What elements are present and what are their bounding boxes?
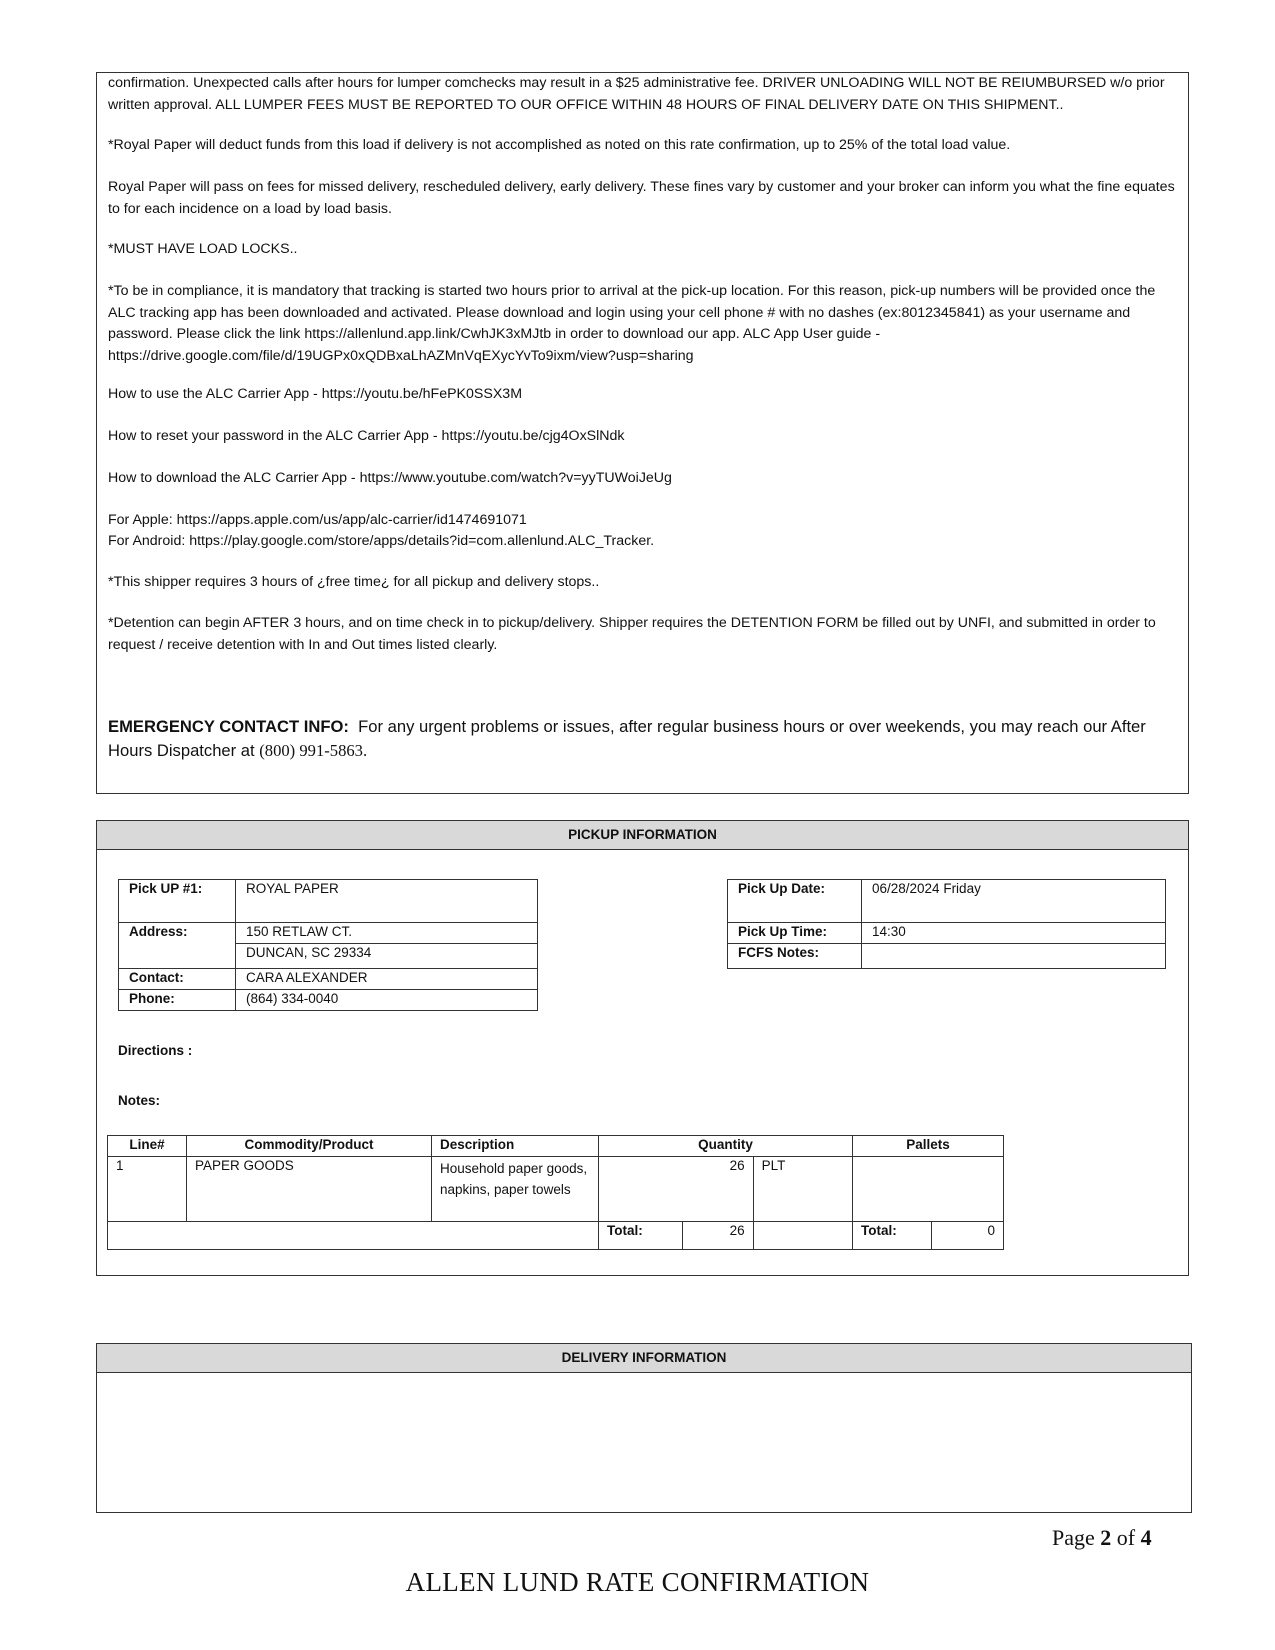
col-commodity: Commodity/Product [187,1136,432,1157]
pickup-date-value: 06/28/2024 Friday [862,880,1166,923]
contact-label: Contact: [119,969,236,990]
phone-value: (864) 334-0040 [236,990,538,1011]
delivery-section [96,1343,1192,1513]
col-quantity: Quantity [599,1136,853,1157]
page-total: 4 [1140,1525,1152,1550]
pallets-total-value: 0 [932,1222,1004,1250]
terms-fees-paragraph: Royal Paper will pass on fees for missed delivery, rescheduled delivery, early delivery. These fines vary by customer and your broker can inform you what the fine equates to for each incidence on a load by load basis. [108,179,1175,217]
delivery-header: DELIVERY INFORMATION [97,1344,1191,1373]
terms-load-locks: *MUST HAVE LOAD LOCKS.. [108,241,298,257]
app-reset-password-link[interactable]: How to reset your password in the ALC Carrier App - https://youtu.be/cjg4OxSlNdk [108,428,625,444]
pickup-location-table [118,879,538,1011]
pickup-number-label: Pick UP #1: [119,880,236,923]
row-description: Household paper goods, napkins, paper towels [432,1157,599,1222]
fcfs-notes-label: FCFS Notes: [728,944,862,969]
quantity-total-label: Total: [599,1222,683,1250]
terms-free-time: *This shipper requires 3 hours of ¿free time¿ for all pickup and delivery stops.. [108,574,600,590]
notes-label: Notes: [118,1093,161,1108]
emergency-phone: (800) 991-5863. [259,741,368,760]
terms-deduction-paragraph: *Royal Paper will deduct funds from this load if delivery is not accomplished as noted on this rate confirmation, up to 25% of the total load value. [108,137,1011,153]
col-line: Line# [108,1136,187,1157]
phone-label: Phone: [119,990,236,1011]
apple-app-link[interactable]: For Apple: https://apps.apple.com/us/app/alc-carrier/id1474691071 [108,512,527,528]
col-description: Description [432,1136,599,1157]
pickup-time-label: Pick Up Time: [728,923,862,944]
emergency-contact [108,715,1178,763]
col-pallets: Pallets [853,1136,1004,1157]
page-of: of [1111,1525,1141,1550]
page-current: 2 [1100,1525,1112,1550]
terms-tracking-paragraph: *To be in compliance, it is mandatory that tracking is started two hours prior to arrival at the pick-up location. For this reason, pick-up numbers will be provided once the ALC tracking app has been downloaded and activated. Please download and login using your cell phone # with no dashes (ex:8012345841) as your username and password. Please click the link https://allenlund.app.link/CwhJK3xMJtb in order to download our app. ALC App User guide - https://drive.google.com/file/d/19UGPx0xQDBxaLhAZMnVqEXycYvTo9ixm/view?usp=sharing [108,283,1156,364]
address-line2: DUNCAN, SC 29334 [236,944,538,969]
terms-section [96,72,1189,794]
pickup-header: PICKUP INFORMATION [97,821,1188,850]
contact-name: CARA ALEXANDER [236,969,538,990]
row-commodity: PAPER GOODS [187,1157,432,1222]
emergency-contact-label: EMERGENCY CONTACT INFO: [108,717,349,736]
pickup-date-label: Pick Up Date: [728,880,862,923]
table-row [108,1157,1004,1222]
pickup-schedule-table [727,879,1166,969]
address-label: Address: [119,923,236,944]
pallets-total-label: Total: [853,1222,932,1250]
document-title: ALLEN LUND RATE CONFIRMATION [405,1567,870,1597]
row-pallets [853,1157,1004,1222]
app-usage-link[interactable]: How to use the ALC Carrier App - https://youtu.be/hFePK0SSX3M [108,386,523,402]
pickup-name: ROYAL PAPER [236,880,538,923]
address-line1: 150 RETLAW CT. [236,923,538,944]
android-app-link[interactable]: For Android: https://play.google.com/store/apps/details?id=com.allenlund.ALC_Tracker. [108,533,655,549]
directions-label: Directions : [118,1043,193,1058]
total-row [108,1222,1004,1250]
pickup-time-value: 14:30 [862,923,1166,944]
emergency-contact-text: For any urgent problems or issues, after regular business hours or over weekends, you may reach our After Hours Dispatcher at [108,717,1146,760]
row-line: 1 [108,1157,187,1222]
row-unit: PLT [753,1157,852,1222]
page-number [1052,1525,1152,1551]
terms-lumper-paragraph: confirmation. Unexpected calls after hours for lumper comchecks may result in a $25 administrative fee. DRIVER UNLOADING WILL NOT BE REIUMBURSED w/o prior written approval. ALL LUMPER FEES MUST BE REPORTED TO OUR OFFICE WITHIN 48 HOURS OF FINAL DELIVERY DATE ON THIS SHIPMENT.. [108,75,1165,113]
page-prefix: Page [1052,1525,1101,1550]
terms-detention-paragraph: *Detention can begin AFTER 3 hours, and on time check in to pickup/delivery. Shipper requires the DETENTION FORM be filled out by UNFI, and submitted in order to request / receive detention with In and Out times listed clearly. [108,615,1156,653]
commodity-table [107,1135,1004,1250]
row-quantity: 26 [599,1157,754,1222]
quantity-total-value: 26 [682,1222,753,1250]
fcfs-notes-value [862,944,1166,969]
app-download-link[interactable]: How to download the ALC Carrier App - https://www.youtube.com/watch?v=yyTUWoiJeUg [108,470,672,486]
